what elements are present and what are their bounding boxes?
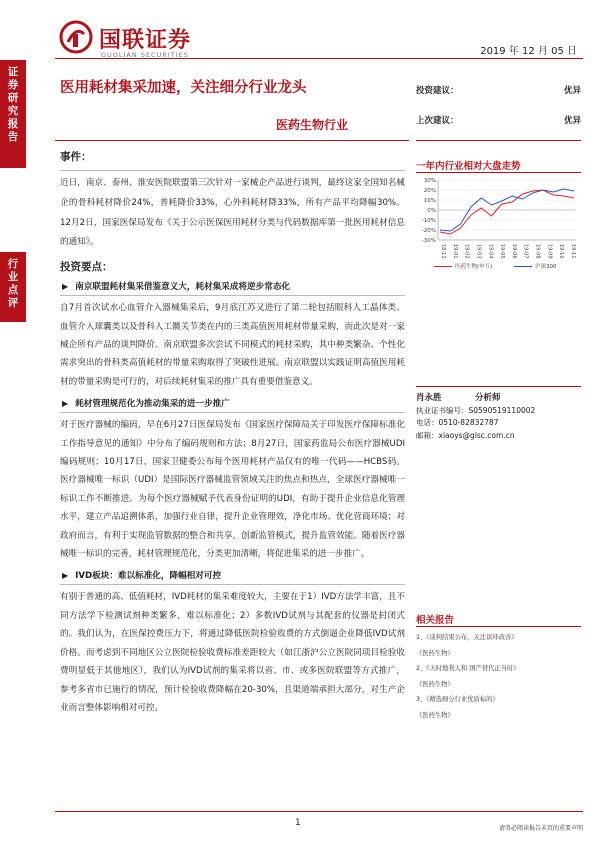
- chart-title: 一年内行业相对大盘走势: [416, 161, 521, 172]
- legend-item-csi300: [514, 262, 557, 270]
- report-date: 2019 年 12 月 05 日: [480, 46, 577, 57]
- investment-heading: 投资要点：: [60, 261, 113, 274]
- point-divider: [60, 295, 405, 296]
- logo-english-name: GUOLIAN SECURITIES: [101, 51, 189, 59]
- side-tag-char: 告: [7, 131, 19, 143]
- point-title: 耗材管理规范化为推动集采的进一步推广: [75, 399, 230, 410]
- point-heading: [60, 569, 405, 581]
- analyst-email: 邮箱：xiaoys@glsc.com.cn: [416, 430, 515, 440]
- point-divider: [60, 584, 405, 585]
- chart-x-tick-label: 19-11: [570, 244, 576, 259]
- footer-divider: [55, 811, 583, 812]
- event-text: 近日，南京、泰州、淮安医院联盟第三次针对一家械企产品进行谈判，最终这家全国知名械企的骨科耗材降价24%，普耗降价33%，心外科耗材降33%，所有产品平均降幅30%。12月2日，国家医保局发布《关于公示医保医用耗材分类与代码数据库第一批医用耗材信息的通知》。: [60, 178, 405, 248]
- side-tag-char: 业: [7, 271, 19, 283]
- rating-previous-value: 优异: [563, 116, 581, 126]
- rating-divider: [416, 140, 581, 141]
- chart-y-tick-label: 20%: [423, 188, 436, 194]
- rating-current-value: 优异: [563, 86, 581, 96]
- industry-name: 医药生物行业: [276, 118, 349, 132]
- chart-x-tick-label: 19-01: [451, 244, 458, 259]
- side-tag-char: 点: [7, 284, 19, 296]
- analyst-divider: [416, 386, 581, 387]
- rating-current-label: 投资建议：: [416, 86, 459, 96]
- chart-x-tick-label: 19-08: [534, 244, 541, 259]
- section-divider: [60, 170, 405, 171]
- related-reports-heading: 相关报告: [416, 615, 455, 626]
- legend-label: 医药生物(申万): [455, 264, 493, 270]
- report-title: 医用耗材集采加速，关注细分行业龙头: [60, 79, 307, 96]
- title-divider: [55, 140, 409, 141]
- triangle-bullet-icon: ▶: [62, 282, 69, 292]
- analyst-role: 分析师: [475, 393, 501, 403]
- event-heading: 事件：: [60, 151, 92, 163]
- chart-y-tick-label: -30%: [421, 238, 436, 244]
- chart-series-line-pharma: [440, 190, 574, 234]
- point-divider: [60, 412, 405, 413]
- side-tag-char: 评: [7, 297, 19, 309]
- header-divider: [55, 58, 583, 59]
- side-tag-char: 券: [7, 79, 19, 91]
- main-content: [60, 149, 405, 723]
- related-report-item[interactable]: 3、《精选细分行业优质标的》: [416, 696, 499, 703]
- point-heading: [60, 397, 405, 409]
- triangle-bullet-icon: ▶: [62, 399, 69, 409]
- chart-x-tick-label: 19-10: [558, 244, 565, 259]
- analyst-name: 肖永胜: [416, 393, 442, 403]
- related-report-item[interactable]: 《医药生物》: [416, 649, 454, 657]
- logo-chinese-name: 国联证券: [99, 28, 192, 53]
- page-number: 1: [295, 818, 301, 828]
- chart-y-tick-label: 0%: [427, 208, 436, 214]
- chart-y-tick-label: 30%: [423, 178, 436, 184]
- related-report-item[interactable]: 1、《谈判结果公布，关注谈环改善》: [416, 634, 518, 641]
- chart-x-tick-label: 19-07: [522, 244, 529, 259]
- rating-previous-label: 上次建议：: [416, 116, 459, 126]
- point-text: 有别于普通的高、低值耗材，IVD耗材的集采难度较大，主要在于1）IVD方法学丰富，且不同方法学下检测试剂种类繁多，难以标准化；2）多数IVD试剂与其配套的仪器是封闭式的。我们认为，在医保控费压力下，将通过降低医院检验收费的方式倒逼企业降低IVD试剂价格。而考虑到不同地区公立医院检验收费标准差距较大（如江浙沪公立医院同项目检验收费明显低于其他地区），我们认为IVD试剂的集采将以省、市、或多医院联盟等方式推广，参考多省市已施行的情况，预计检验收费降幅在20-30%，且渠道端承担大部分，对生产企业而言整体影响相对可控。: [60, 592, 405, 713]
- legend-item-pharma: [434, 262, 492, 270]
- side-tag-char: 究: [7, 105, 19, 117]
- side-tag-research-report: [0, 60, 26, 168]
- side-tag-char: 行: [7, 258, 19, 270]
- point-title: IVD板块：难以标准化，降幅相对可控: [75, 571, 222, 582]
- chart-y-tick-label: 10%: [423, 198, 436, 204]
- chart-x-tick-label: 19-05: [499, 244, 506, 259]
- chart-x-tick-label: 19-04: [487, 244, 494, 259]
- analyst-phone: 电话：0510-82832787: [416, 418, 499, 427]
- chart-x-tick-label: 18-12: [440, 244, 446, 259]
- chart-x-tick-label: 19-02: [463, 244, 470, 259]
- chart-x-tick-label: 19-03: [475, 244, 482, 259]
- related-report-item[interactable]: 2、《天时地利人和 国产替代正当时》: [416, 665, 520, 672]
- chart-y-tick-label: -10%: [421, 218, 436, 224]
- chart-x-tick-label: 19-09: [546, 244, 553, 259]
- side-tag-industry-comment: [0, 252, 26, 322]
- chart-x-tick-label: 19-06: [510, 244, 517, 259]
- point-heading: [60, 280, 405, 292]
- legend-swatch: [434, 266, 452, 267]
- footer-disclaimer: 请务必阅读报告末页的重要声明: [498, 825, 583, 832]
- point-text: 对于医疗器械的编码，早在6月27日医保局发布《国家医疗保障局关于印发医疗保障标准化工作指导意见的通知》中分布了编码规则和方法；8月27日，国家药监局公布医疗器械UDI编码规则；10月17日，国家卫健委公布每个医用耗材产品仅有的唯一代码——HCBS码。医疗器械唯一标识（UDI）是国际医疗器械监管领域关注的焦点和热点，全球医疗器械唯一标识工作不断推进。为每个医疗器械赋予代表身份证明的UDI，有助于提升企业信息化管理水平，建立产品追溯体系，加强行业自律，提升企业管理效，净化市场、优化营商环境；对政府而言，有利于实现监管数据的整合和共享，创新监管模式，提升监管效能。随着医疗器械唯一标识的完善，耗材管理规范化，分类更加清晰，将促进集采的进一步推广。: [60, 420, 405, 560]
- point-text: 自7月首次试水心血管介入器械集采后，9月底江苏又进行了第二轮包括眼科人工晶体类、血管介入球囊类以及骨科人工髋关节类在内的三类高值医用耗材带量采购，而此次是对一家械企所有产品的谈判降价。南京联盟多次尝试不同模式的耗材采购，其中种类繁杂、个性化需求突出的骨科类高值耗材的带量采购取得了突破性进展。南京联盟以实践证明高值医用耗材的带量采购是可行的，对后续耗材集采的推广具有重要借鉴意义。: [60, 303, 405, 387]
- point-title: 南京联盟耗材集采借鉴意义大，耗材集采成将逆步常态化: [75, 282, 291, 293]
- analyst-license: 执业证书编号：S0590519110002: [416, 405, 536, 415]
- guolian-logo-icon: [59, 20, 93, 54]
- related-divider: [416, 626, 581, 627]
- related-report-item[interactable]: 《医药生物》: [416, 680, 454, 688]
- triangle-bullet-icon: ▶: [62, 571, 69, 581]
- legend-swatch: [514, 266, 532, 267]
- side-tag-char: 报: [7, 118, 19, 130]
- side-tag-char: 证: [7, 66, 19, 78]
- side-tag-char: 研: [7, 92, 19, 104]
- related-report-item[interactable]: 《医药生物》: [416, 711, 454, 719]
- legend-label: 沪深300: [535, 264, 557, 270]
- chart-y-tick-label: -20%: [421, 228, 436, 234]
- related-reports-list: [416, 630, 581, 723]
- analyst-info: [416, 392, 581, 442]
